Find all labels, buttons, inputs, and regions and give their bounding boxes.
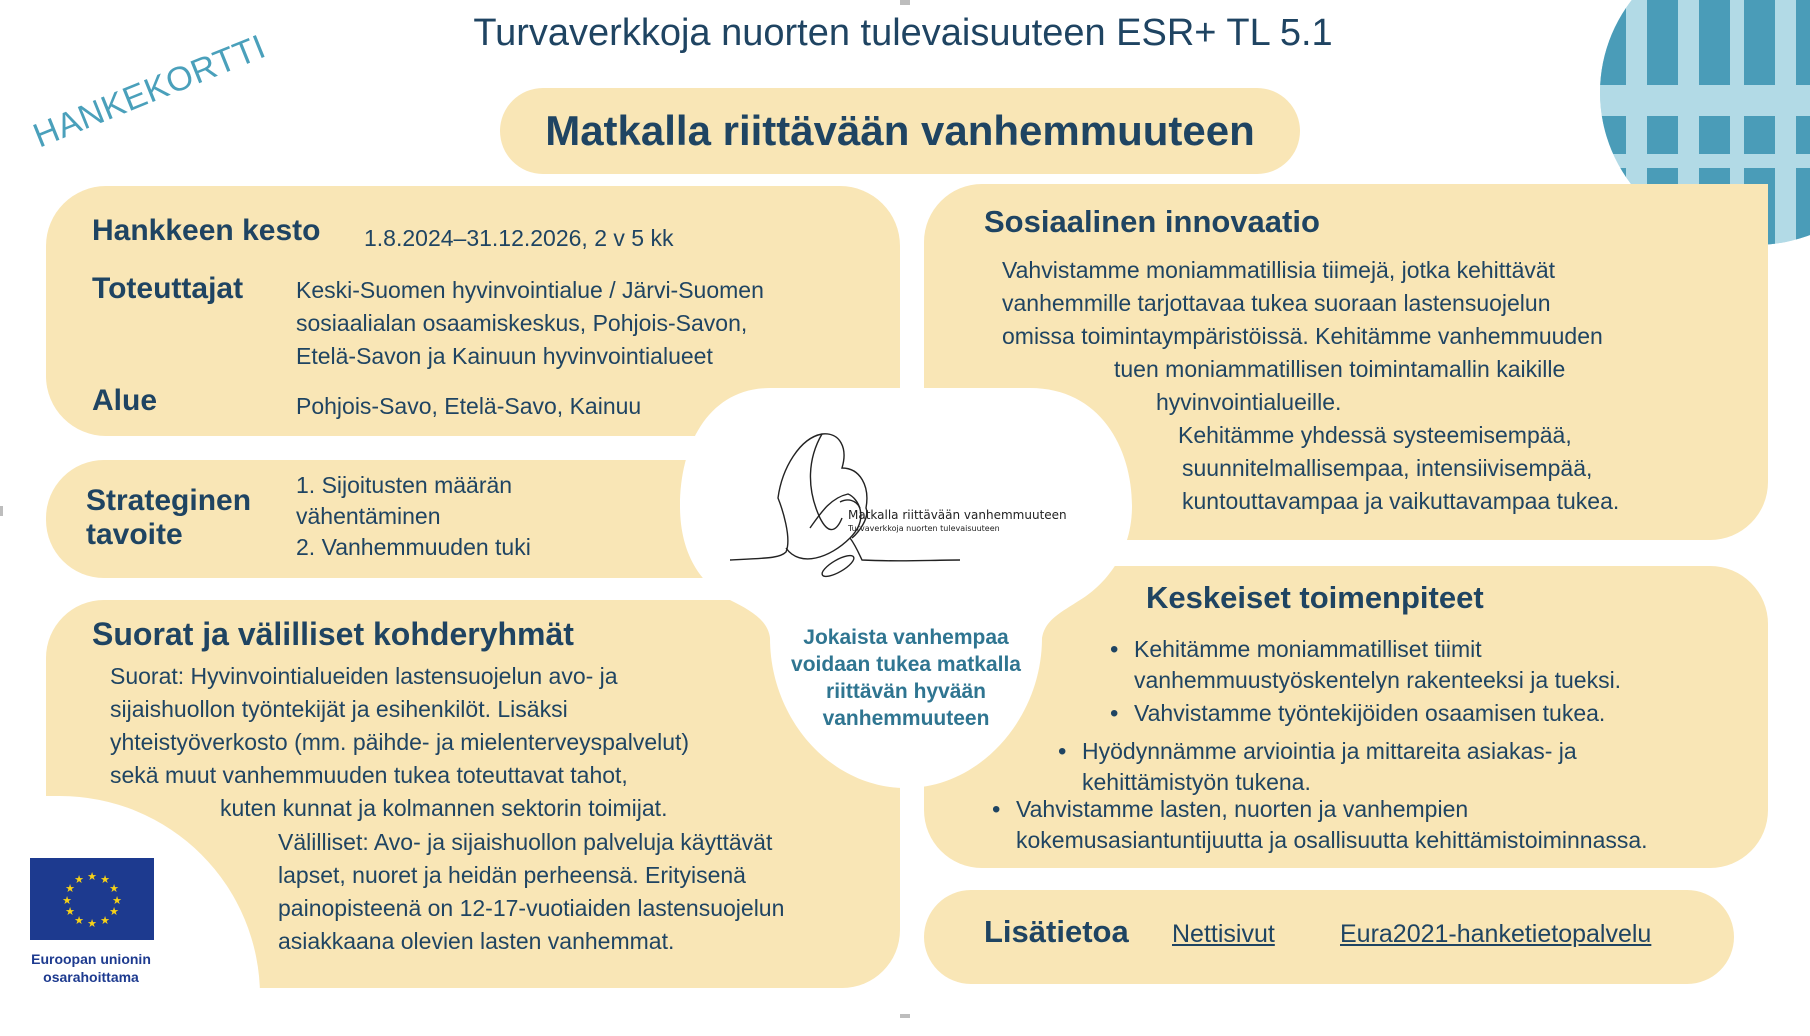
- key-action-item: • Kehitämme moniammatilliset tiimit vanhemmuustyöskentelyn rakenteeksi ja tueksi.: [1134, 634, 1621, 696]
- center-emblem: [680, 388, 1132, 788]
- implementers-label: Toteuttajat: [92, 272, 244, 305]
- svg-text:★: ★: [65, 905, 75, 918]
- key-action-item: • Vahvistamme työntekijöiden osaamisen tukea.: [1134, 698, 1605, 729]
- svg-text:★: ★: [109, 905, 119, 918]
- social-innovation-title: Sosiaalinen innovaatio: [984, 204, 1320, 239]
- program-title: Turvaverkkoja nuorten tulevaisuuteen ESR+ TL 5.1: [473, 12, 1333, 54]
- eura2021-link[interactable]: Eura2021-hanketietopalvelu: [1340, 920, 1652, 948]
- key-actions-title: Keskeiset toimenpiteet: [1146, 580, 1484, 615]
- website-link[interactable]: Nettisivut: [1172, 920, 1275, 948]
- svg-text:★: ★: [65, 882, 75, 895]
- direct-target-text: Suorat: Hyvinvointialueiden lastensuojelun avo- ja sijaishuollon työntekijät ja esihenkilöt. Lisäksi yhteistyöverkosto (mm. päihde- ja mielenterveyspalvelut) sekä muut vanhemmuuden tukea toteuttavat tahot, kuten kunnat ja kolmannen sektorin toimijat.: [110, 663, 690, 821]
- strategic-goal-list: 1. Sijoitusten määrän vähentäminen 2. Vanhemmuuden tuki: [296, 472, 531, 560]
- parent-child-lineart-icon: [730, 428, 1070, 578]
- slide-edge-marker: [900, 0, 910, 5]
- social-innovation-text: Vahvistamme moniammatillisia tiimejä, jotka kehittävät vanhemmille tarjottavaa tukea suoraan lastensuojelun omissa toimintaympäristöissä. Kehitämme vanhemmuuden tuen moniammatillisen toimintamallin kaikille hyvinvointialueille. Kehitämme yhdessä systeemisempää, suunnitelmallisempaa, intensiivisempää, kuntouttavampaa ja vaikuttavampaa tukea.: [1002, 257, 1620, 514]
- duration-value: 1.8.2024–31.12.2026, 2 v 5 kk: [364, 225, 674, 251]
- svg-text:★: ★: [87, 917, 97, 930]
- svg-text:★: ★: [100, 914, 110, 927]
- svg-text:★: ★: [112, 894, 122, 907]
- more-info-card: [924, 890, 1734, 984]
- logo-title: Matkalla riittävään vanhemmuuteen: [848, 508, 1067, 522]
- key-action-item: • Hyödynnämme arviointia ja mittareita asiakas- ja kehittämistyön tukena.: [1082, 736, 1577, 798]
- slide-edge-marker: [0, 506, 3, 516]
- duration-label: Hankkeen kesto: [92, 214, 321, 247]
- indirect-target-text: Välilliset: Avo- ja sijaishuollon palveluja käyttävät lapset, nuoret ja heidän perheensä. Erityisenä painopisteenä on 12-17-vuotiaiden lastensuojelun asiakkaana olevien lasten vanhemmat.: [278, 829, 785, 954]
- more-info-label: Lisätietoa: [984, 914, 1129, 949]
- eu-flag-icon: [30, 858, 154, 940]
- area-label: Alue: [92, 384, 158, 417]
- implementers-value: Keski-Suomen hyvinvointialue / Järvi-Suomen sosiaalialan osaamiskeskus, Pohjois-Savon, Etelä-Savon ja Kainuun hyvinvointialueet: [296, 277, 764, 369]
- svg-text:★: ★: [87, 870, 97, 883]
- area-value: Pohjois-Savo, Etelä-Savo, Kainuu: [296, 393, 642, 419]
- key-action-item: • Vahvistamme lasten, nuorten ja vanhempien kokemusasiantuntijuutta ja osallisuutta kehittämistoiminnassa.: [1016, 794, 1648, 856]
- svg-text:★: ★: [62, 894, 72, 907]
- target-groups-title: Suorat ja välilliset kohderyhmät: [92, 616, 574, 652]
- svg-text:★: ★: [74, 914, 84, 927]
- svg-text:★: ★: [109, 882, 119, 895]
- center-slogan: Jokaista vanhempaa voidaan tukea matkalla riittävän hyvään vanhemmuuteen: [791, 626, 1021, 730]
- hankekortti-stamp: HANKEKORTTI: [28, 27, 271, 156]
- strategic-goal-card: [46, 460, 746, 578]
- logo-subtitle: Turvaverkkoja nuorten tulevaisuuteen: [848, 524, 1000, 533]
- svg-text:★: ★: [100, 873, 110, 886]
- project-title: Matkalla riittävään vanhemmuuteen: [500, 88, 1300, 174]
- eu-funding-caption: Euroopan unionin osarahoittama: [31, 951, 151, 985]
- svg-text:★: ★: [74, 873, 84, 886]
- slide-edge-marker: [900, 1014, 910, 1018]
- strategic-goal-label: Strateginen tavoite: [86, 484, 252, 551]
